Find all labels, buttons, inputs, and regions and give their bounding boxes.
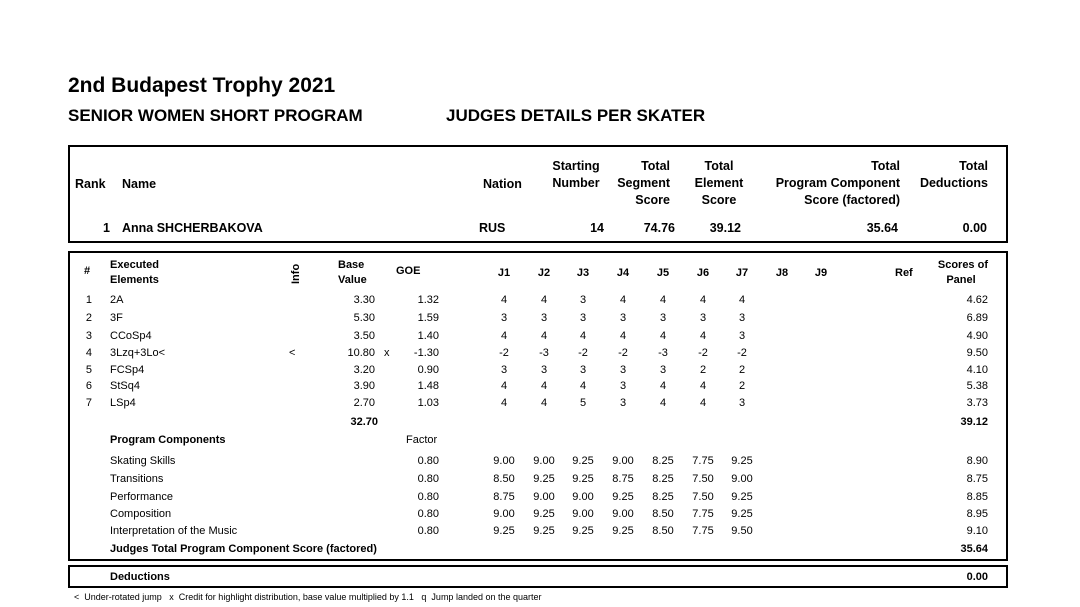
element-name: LSp4 — [110, 397, 136, 409]
component-judge-score: 9.25 — [533, 525, 555, 537]
element-judge-score: 3 — [619, 397, 627, 409]
component-judge-score: 9.00 — [533, 455, 555, 467]
judge-header-j5: J5 — [656, 267, 670, 279]
base-value-header: Base Value — [338, 259, 367, 286]
element-row-num: 5 — [85, 364, 92, 376]
element-row-num: 6 — [85, 380, 92, 392]
element-judge-score: 3 — [540, 312, 548, 324]
element-judge-score: 4 — [500, 397, 508, 409]
deductions-box — [68, 565, 1008, 588]
element-judge-score: 3 — [579, 364, 587, 376]
element-judge-score: 4 — [579, 330, 587, 342]
skater-nation: RUS — [479, 221, 506, 235]
total-pcs-header: Total Program Component Score (factored) — [775, 159, 900, 207]
element-judge-score: 3 — [500, 312, 508, 324]
component-judge-score: 9.25 — [612, 491, 634, 503]
element-judge-score: 4 — [500, 330, 508, 342]
element-panel-score: 6.89 — [966, 312, 988, 324]
element-judge-score: 3 — [579, 312, 587, 324]
element-row-num: 4 — [85, 347, 92, 359]
executed-elements-header: Executed Elements — [110, 259, 159, 286]
element-name: 3F — [110, 312, 123, 324]
element-goe: -1.30 — [413, 347, 439, 359]
element-judge-score: -2 — [737, 347, 747, 359]
component-name: Transitions — [110, 473, 164, 485]
element-panel-score: 5.38 — [966, 380, 988, 392]
element-name: 3Lzq+3Lo< — [110, 347, 166, 359]
judge-header-j4: J4 — [616, 267, 630, 279]
element-panel-score: 4.62 — [966, 294, 988, 306]
ref-header: Ref — [895, 267, 913, 279]
element-judge-score: 3 — [579, 294, 587, 306]
component-factor: 0.80 — [417, 455, 439, 467]
element-base-value: 3.50 — [353, 330, 375, 342]
component-judge-score: 9.25 — [533, 508, 555, 520]
element-name: CCoSp4 — [110, 330, 152, 342]
element-judge-score: 3 — [699, 312, 707, 324]
element-judge-score: 4 — [500, 380, 508, 392]
component-judge-score: 9.25 — [731, 455, 753, 467]
goe-header: GOE — [396, 265, 421, 277]
element-judge-score: 4 — [540, 330, 548, 342]
judge-header-j9: J9 — [814, 267, 828, 279]
component-judge-score: 7.75 — [692, 525, 714, 537]
element-judge-score: -2 — [578, 347, 588, 359]
element-judge-score: 2 — [738, 380, 746, 392]
element-judge-score: 3 — [540, 364, 548, 376]
component-factor: 0.80 — [417, 508, 439, 520]
element-base-value: 10.80 — [347, 347, 375, 359]
element-bonus-mark: x — [384, 347, 390, 359]
nation-header: Nation — [483, 177, 522, 191]
element-judge-score: 3 — [659, 364, 667, 376]
element-goe: 1.32 — [417, 294, 439, 306]
judge-header-j2: J2 — [537, 267, 551, 279]
info-header: Info — [290, 263, 302, 284]
element-judge-score: 2 — [738, 364, 746, 376]
element-judge-score: 3 — [738, 397, 746, 409]
element-base-value: 3.30 — [353, 294, 375, 306]
element-info: < — [289, 347, 296, 359]
component-factor: 0.80 — [417, 473, 439, 485]
element-row-num: 7 — [85, 397, 92, 409]
skater-total-segment-score: 74.76 — [643, 221, 675, 235]
component-judge-score: 7.75 — [692, 455, 714, 467]
element-goe: 1.40 — [417, 330, 439, 342]
judge-header-j8: J8 — [775, 267, 789, 279]
total-element-score-header: Total Element Score — [694, 159, 744, 207]
element-judge-score: 4 — [540, 294, 548, 306]
component-panel-score: 9.10 — [966, 525, 988, 537]
report-title: JUDGES DETAILS PER SKATER — [446, 106, 706, 125]
name-header: Name — [122, 177, 157, 191]
element-row-num: 1 — [85, 294, 92, 306]
component-judge-score: 8.50 — [652, 525, 674, 537]
element-judge-score: 4 — [540, 380, 548, 392]
skater-starting-number: 14 — [590, 221, 604, 235]
element-panel-score: 4.90 — [966, 330, 988, 342]
component-judge-score: 9.25 — [572, 473, 594, 485]
component-name: Composition — [110, 508, 172, 520]
element-judge-score: 4 — [540, 397, 548, 409]
component-judge-score: 9.00 — [493, 508, 515, 520]
component-name: Performance — [110, 491, 173, 503]
component-judge-score: 9.25 — [533, 473, 555, 485]
num-header: # — [84, 265, 91, 277]
component-judge-score: 8.25 — [652, 455, 674, 467]
component-judge-score: 8.50 — [652, 508, 674, 520]
component-judge-score: 8.75 — [612, 473, 634, 485]
component-factor: 0.80 — [417, 525, 439, 537]
component-judge-score: 9.25 — [572, 525, 594, 537]
scores-of-panel-header: Scores of Panel — [937, 259, 988, 286]
component-judge-score: 9.00 — [572, 491, 594, 503]
component-judge-score: 9.25 — [572, 455, 594, 467]
element-judge-score: 4 — [699, 397, 707, 409]
pcs-total-label: Judges Total Program Component Score (factored) — [110, 543, 377, 555]
element-judge-score: 4 — [659, 330, 667, 342]
element-name: StSq4 — [110, 380, 140, 392]
element-judge-score: 4 — [699, 380, 707, 392]
element-judge-score: 4 — [699, 294, 707, 306]
element-judge-score: 4 — [500, 294, 508, 306]
element-base-value: 3.20 — [353, 364, 375, 376]
event-title: 2nd Budapest Trophy 2021 — [68, 74, 336, 97]
skater-name: Anna SHCHERBAKOVA — [122, 221, 263, 235]
segment-title: SENIOR WOMEN SHORT PROGRAM — [68, 106, 363, 125]
element-judge-score: 3 — [738, 312, 746, 324]
judge-header-j7: J7 — [735, 267, 749, 279]
element-panel-score: 3.73 — [966, 397, 988, 409]
total-segment-score-header: Total Segment Score — [617, 159, 670, 207]
element-row-num: 2 — [85, 312, 92, 324]
factor-label: Factor — [406, 434, 438, 446]
skater-total-deductions: 0.00 — [962, 221, 987, 235]
skater-total-pcs: 35.64 — [866, 221, 898, 235]
element-panel-score: 9.50 — [966, 347, 988, 359]
judge-header-j6: J6 — [696, 267, 710, 279]
skater-total-element-score: 39.12 — [709, 221, 741, 235]
component-judge-score: 9.25 — [612, 525, 634, 537]
element-judge-score: 4 — [619, 330, 627, 342]
component-judge-score: 9.25 — [731, 508, 753, 520]
element-score-total: 39.12 — [960, 416, 988, 428]
component-judge-score: 8.25 — [652, 491, 674, 503]
element-judge-score: 4 — [619, 294, 627, 306]
component-panel-score: 8.95 — [966, 508, 988, 520]
base-value-total: 32.70 — [350, 416, 378, 428]
component-judge-score: 7.75 — [692, 508, 714, 520]
element-judge-score: -3 — [658, 347, 668, 359]
component-factor: 0.80 — [417, 491, 439, 503]
element-name: FCSp4 — [110, 364, 145, 376]
component-judge-score: 9.00 — [612, 508, 634, 520]
element-judge-score: 2 — [699, 364, 707, 376]
component-judge-score: 9.00 — [572, 508, 594, 520]
element-base-value: 2.70 — [353, 397, 375, 409]
skater-rank: 1 — [103, 221, 110, 235]
element-goe: 1.03 — [417, 397, 439, 409]
element-judge-score: 3 — [619, 364, 627, 376]
element-base-value: 3.90 — [353, 380, 375, 392]
element-judge-score: 3 — [738, 330, 746, 342]
component-panel-score: 8.85 — [966, 491, 988, 503]
component-judge-score: 9.00 — [612, 455, 634, 467]
component-judge-score: 7.50 — [692, 491, 714, 503]
component-panel-score: 8.75 — [966, 473, 988, 485]
component-judge-score: 8.50 — [493, 473, 515, 485]
deductions-value: 0.00 — [966, 571, 988, 583]
component-judge-score: 9.00 — [533, 491, 555, 503]
element-judge-score: 5 — [579, 397, 587, 409]
element-judge-score: -2 — [618, 347, 628, 359]
element-judge-score: -3 — [539, 347, 549, 359]
element-judge-score: 4 — [579, 380, 587, 392]
element-judge-score: 3 — [619, 380, 627, 392]
program-components-title: Program Components — [110, 434, 226, 446]
component-name: Interpretation of the Music — [110, 525, 238, 537]
pcs-total: 35.64 — [960, 543, 988, 555]
rank-header: Rank — [75, 177, 106, 191]
element-judge-score: 4 — [659, 294, 667, 306]
component-judge-score: 7.50 — [692, 473, 714, 485]
component-judge-score: 9.25 — [731, 491, 753, 503]
component-judge-score: 8.75 — [493, 491, 515, 503]
element-panel-score: 4.10 — [966, 364, 988, 376]
element-base-value: 5.30 — [353, 312, 375, 324]
component-judge-score: 8.25 — [652, 473, 674, 485]
component-name: Skating Skills — [110, 455, 176, 467]
element-judge-score: 3 — [500, 364, 508, 376]
element-row-num: 3 — [85, 330, 92, 342]
component-judge-score: 9.25 — [493, 525, 515, 537]
judge-header-j1: J1 — [497, 267, 511, 279]
element-judge-score: 4 — [659, 397, 667, 409]
element-goe: 1.59 — [417, 312, 439, 324]
element-name: 2A — [110, 294, 124, 306]
total-deductions-header: Total Deductions — [919, 159, 988, 190]
element-judge-score: 3 — [659, 312, 667, 324]
component-judge-score: 9.00 — [493, 455, 515, 467]
component-panel-score: 8.90 — [966, 455, 988, 467]
element-goe: 0.90 — [417, 364, 439, 376]
component-judge-score: 9.50 — [731, 525, 753, 537]
element-goe: 1.48 — [417, 380, 439, 392]
element-judge-score: 3 — [619, 312, 627, 324]
starting-number-header: Starting Number — [552, 159, 600, 190]
element-judge-score: 4 — [659, 380, 667, 392]
element-judge-score: 4 — [738, 294, 746, 306]
element-judge-score: -2 — [698, 347, 708, 359]
component-judge-score: 9.00 — [731, 473, 753, 485]
element-judge-score: -2 — [499, 347, 509, 359]
judge-header-j3: J3 — [576, 267, 590, 279]
element-judge-score: 4 — [699, 330, 707, 342]
footnote: < Under-rotated jump x Credit for highlight distribution, base value multiplied by 1.1 q Jump landed on the quarter — [74, 592, 542, 602]
deductions-label: Deductions — [110, 571, 170, 583]
